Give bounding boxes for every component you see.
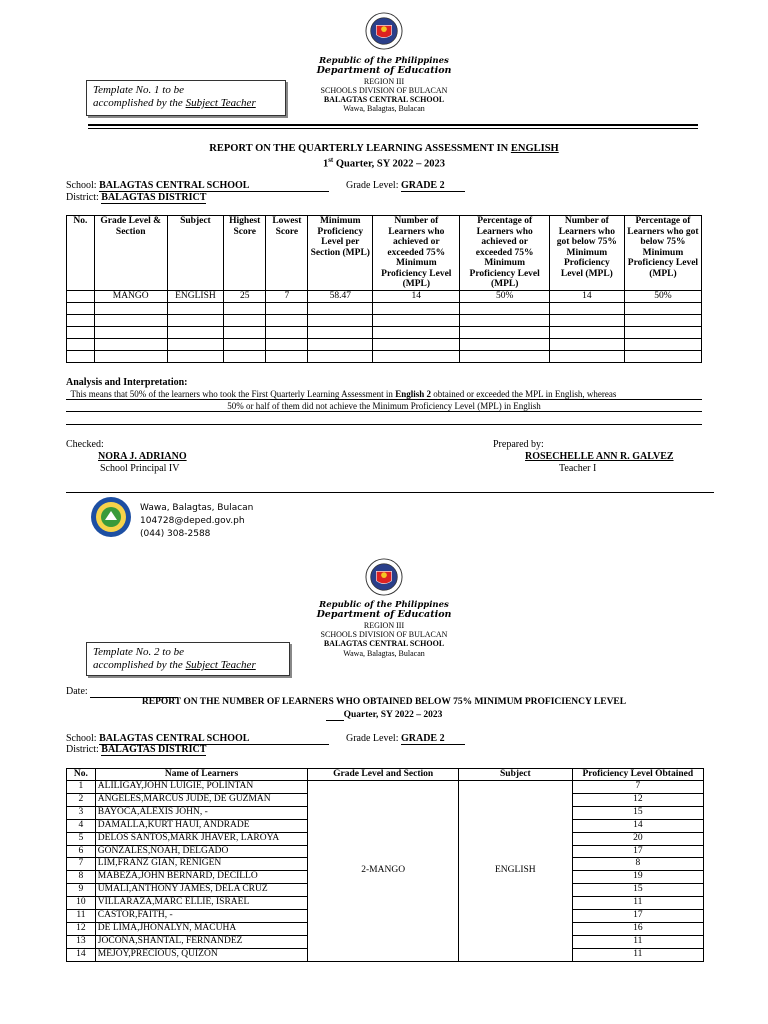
learner-level: 15 (572, 884, 703, 897)
learner-name: ANGELES,MARCUS JUDE, DE GUZMAN (95, 793, 308, 806)
report1-header-row: No. Grade Level & Section Subject Highest Score Lowest Score Minimum Proficiency Level per Section (MPL) Number of Learners who achieved or exceeded 75% Minimum Proficiency Level (MPL) Percentage of Learners who achieved or exceeded 75% Minimum Proficiency Level (MPL) Number of Learners who got below 75% Minimum Proficiency Level (MPL) Percentage of Learners who got below 75% Minimum Proficiency Level (MPL) (67, 216, 702, 291)
learner-no: 6 (67, 845, 96, 858)
table-row (67, 314, 702, 326)
checked-title: School Principal IV (100, 463, 180, 474)
learner-name: MEJOY,PRECIOUS, QUIZON (95, 948, 308, 961)
report1-quarter: 1st Quarter, SY 2022 – 2023 (322, 156, 446, 170)
learners-table (66, 768, 704, 962)
template-1-line1: Template No. 1 to be (93, 84, 184, 96)
learner-name: ALILIGAY,JOHN LUIGIE, POLINTAN (95, 781, 308, 794)
learner-name: LIM,FRANZ GIAN, RENIGEN (95, 858, 308, 871)
report2-quarter: Quarter, SY 2022 – 2023 (0, 710, 768, 721)
footer-email: 104728@deped.gov.ph (140, 516, 245, 526)
learner-level: 17 (572, 845, 703, 858)
header-region: REGION III (363, 77, 405, 86)
learner-no: 3 (67, 806, 96, 819)
template-1-box (86, 80, 286, 116)
table-row (67, 338, 702, 350)
analysis-line-2: 50% or half of them did not achieve the Minimum Proficiency Level (MPL) in English (66, 401, 702, 412)
table-row (67, 302, 702, 314)
template-2-box (86, 642, 290, 676)
header-school: BALAGTAS CENTRAL SCHOOL (323, 639, 445, 648)
header-address: Wawa, Balagtas, Bulacan (343, 104, 425, 113)
learner-name: JOCONA,SHANTAL, FERNANDEZ (95, 935, 308, 948)
table-row (67, 326, 702, 338)
learner-level: 17 (572, 910, 703, 923)
date-line: Date: (66, 686, 178, 698)
learner-name: UMALI,ANTHONY JAMES, DELA CRUZ (95, 884, 308, 897)
report2-school-line: School: BALAGTAS CENTRAL SCHOOL (66, 733, 329, 745)
deped-seal-icon (365, 12, 403, 50)
learner-level: 15 (572, 806, 703, 819)
learner-level: 12 (572, 793, 703, 806)
learner-no: 10 (67, 897, 96, 910)
learner-no: 5 (67, 832, 96, 845)
learner-name: DELOS SANTOS,MARK JHAVER, LAROYA (95, 832, 308, 845)
learners-header-row: No. Name of Learners Grade Level and Section Subject Proficiency Level Obtained (67, 769, 704, 781)
learner-no: 11 (67, 910, 96, 923)
checked-name: NORA J. ADRIANO (98, 451, 187, 462)
learner-name: VILLARAZA,MARC ELLIE, ISRAEL (95, 897, 308, 910)
template-2-line2: accomplished by the Subject Teacher (93, 659, 256, 671)
prepared-title: Teacher I (559, 463, 597, 474)
header-division: SCHOOLS DIVISION OF BULACAN (320, 630, 448, 639)
deped-seal-icon (365, 558, 403, 596)
school-logo-icon (90, 496, 132, 538)
footer-address: Wawa, Balagtas, Bulacan (140, 503, 254, 513)
learner-level: 8 (572, 858, 703, 871)
learner-level: 14 (572, 819, 703, 832)
learner-name: DAMALLA,KURT HAUI, ANDRADE (95, 819, 308, 832)
header-republic: Republic of the Philippines (319, 56, 449, 66)
learner-no: 13 (67, 935, 96, 948)
report1-grade-line: Grade Level: GRADE 2 (346, 180, 465, 192)
report2-title: REPORT ON THE NUMBER OF LEARNERS WHO OBTAINED BELOW 75% MINIMUM PROFICIENCY LEVEL (141, 697, 627, 707)
learner-no: 14 (67, 948, 96, 961)
header-division: SCHOOLS DIVISION OF BULACAN (320, 86, 448, 95)
learner-name: MABEZA,JOHN BERNARD, DECILLO (95, 871, 308, 884)
header-department: Department of Education (316, 65, 452, 76)
learner-level: 11 (572, 935, 703, 948)
header-republic: Republic of the Philippines (319, 600, 449, 610)
checked-label: Checked: (66, 439, 104, 450)
analysis-label: Analysis and Interpretation: (66, 377, 188, 388)
learner-name: DE LIMA,JHONALYN, MACUHA (95, 922, 308, 935)
template-2-line1: Template No. 2 to be (93, 646, 184, 658)
learner-name: GONZALES,NOAH, DELGADO (95, 845, 308, 858)
learner-no: 4 (67, 819, 96, 832)
learners-subject: ENGLISH (459, 781, 573, 962)
report1-district-line: District: BALAGTAS DISTRICT (66, 192, 207, 203)
header-region: REGION III (363, 621, 405, 630)
learner-level: 19 (572, 871, 703, 884)
learner-level: 11 (572, 897, 703, 910)
report2-grade-line: Grade Level: GRADE 2 (346, 733, 465, 745)
template-1-line2: accomplished by the Subject Teacher (93, 97, 256, 109)
learner-name: BAYOCA,ALEXIS JOHN, - (95, 806, 308, 819)
learner-level: 11 (572, 948, 703, 961)
prepared-name: ROSECHELLE ANN R. GALVEZ (525, 451, 674, 462)
learner-level: 7 (572, 781, 703, 794)
learner-no: 9 (67, 884, 96, 897)
table-row (67, 350, 702, 362)
report1-title: REPORT ON THE QUARTERLY LEARNING ASSESSMENT IN ENGLISH (209, 143, 559, 154)
learner-name: CASTOR,FAITH, - (95, 910, 308, 923)
analysis-line-3 (66, 424, 702, 425)
header-school: BALAGTAS CENTRAL SCHOOL (323, 95, 445, 104)
report1-school-line: School: BALAGTAS CENTRAL SCHOOL (66, 180, 329, 192)
header-rule-thin (88, 128, 698, 129)
learner-no: 1 (67, 781, 96, 794)
footer-phone: (044) 308-2588 (140, 529, 211, 539)
report1-table (66, 215, 702, 363)
learner-level: 20 (572, 832, 703, 845)
learner-level: 16 (572, 922, 703, 935)
learner-no: 2 (67, 793, 96, 806)
prepared-label: Prepared by: (493, 439, 544, 450)
learners-body (67, 781, 704, 962)
report2-district-line: District: BALAGTAS DISTRICT (66, 744, 207, 755)
table-row: MANGO ENGLISH 25 7 58.47 14 50% 14 50% (67, 290, 702, 302)
table-row (67, 781, 704, 794)
learners-section: 2-MANGO (308, 781, 459, 962)
header-rule (88, 124, 698, 126)
learner-no: 12 (67, 922, 96, 935)
footer-rule (66, 492, 714, 493)
header-address: Wawa, Balagtas, Bulacan (343, 649, 425, 658)
learner-no: 7 (67, 858, 96, 871)
analysis-line-1: This means that 50% of the learners who took the First Quarterly Learning Assessment in English 2 obtained or exceeded the MPL in English, whereas (66, 389, 702, 400)
learner-no: 8 (67, 871, 96, 884)
header-department: Department of Education (316, 609, 452, 620)
